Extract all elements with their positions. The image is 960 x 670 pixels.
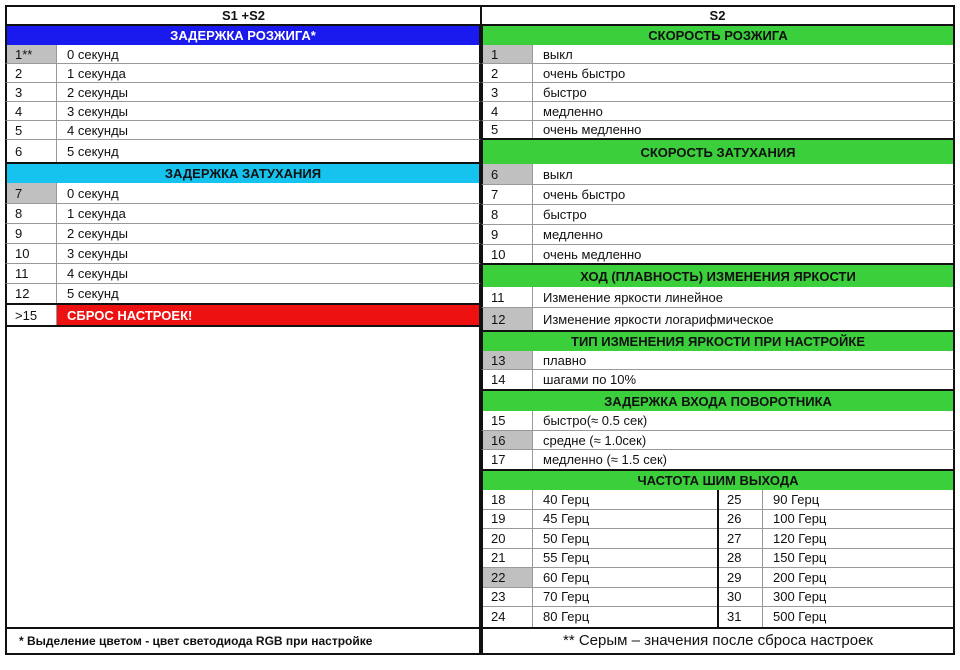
row-value: 100 Герц	[773, 511, 827, 527]
turn-delay-title: ЗАДЕРЖКА ВХОДА ПОВОРОТНИКА	[481, 391, 955, 411]
ignition-speed-title: СКОРОСТЬ РОЗЖИГА	[481, 26, 955, 45]
fade-speed-title: СКОРОСТЬ ЗАТУХАНИЯ	[481, 140, 955, 164]
row-value: 5 секунд	[67, 286, 119, 301]
row-value: 4 секунды	[67, 266, 129, 281]
list-item	[719, 568, 953, 588]
row-number: 8	[7, 204, 57, 223]
row-number: 2	[7, 64, 57, 82]
table-row	[5, 244, 481, 264]
table-row	[5, 83, 481, 102]
row-value: 0 секунд	[67, 46, 119, 62]
list-item	[719, 529, 953, 549]
reset-label: СБРОС НАСТРОЕК!	[57, 305, 479, 325]
row-value: быстро	[543, 207, 587, 222]
table-row	[481, 164, 955, 185]
row-value: 500 Герц	[773, 609, 827, 625]
row-value: 3 секунды	[67, 103, 129, 119]
row-value: 120 Герц	[773, 530, 827, 546]
row-number: 23	[483, 588, 533, 607]
pwm-right-list	[719, 490, 953, 627]
list-item	[719, 490, 953, 510]
table-row	[481, 245, 955, 265]
row-number: 12	[483, 308, 533, 330]
list-item	[483, 510, 717, 530]
row-number: 17	[483, 450, 533, 469]
table-row	[5, 264, 481, 284]
table-row	[481, 64, 955, 83]
table-row	[5, 204, 481, 224]
row-value: шагами по 10%	[543, 372, 637, 387]
fade-delay-title: ЗАДЕРЖКА ЗАТУХАНИЯ	[5, 164, 481, 183]
row-number: 14	[483, 370, 533, 389]
row-value: 70 Герц	[543, 589, 590, 605]
footnote-color: * Выделение цветом - цвет светодиода RGB при настройке	[5, 627, 481, 655]
right-column-header: S2	[481, 5, 955, 26]
table-row	[481, 308, 955, 332]
row-number: 10	[483, 245, 533, 263]
table-row	[481, 225, 955, 245]
table-row	[481, 351, 955, 370]
left-column-header: S1 +S2	[5, 5, 481, 26]
table-row	[481, 431, 955, 450]
row-number: 1**	[7, 45, 57, 63]
row-number: 6	[483, 164, 533, 184]
table-row	[481, 370, 955, 391]
row-number: 2	[483, 64, 533, 82]
row-value: 55 Герц	[543, 550, 590, 566]
row-number: 16	[483, 431, 533, 449]
adjust-type-title: ТИП ИЗМЕНЕНИЯ ЯРКОСТИ ПРИ НАСТРОЙКЕ	[481, 332, 955, 351]
row-value: 200 Герц	[773, 569, 827, 585]
table-row	[5, 284, 481, 305]
row-number: 1	[483, 45, 533, 63]
table-row	[481, 185, 955, 205]
row-number: 26	[719, 510, 763, 529]
row-number: 21	[483, 549, 533, 568]
row-number: 19	[483, 510, 533, 529]
table-row	[5, 64, 481, 83]
row-number: 8	[483, 205, 533, 224]
row-value: 60 Герц	[543, 569, 590, 585]
row-value: очень медленно	[543, 246, 642, 262]
row-value: медленно	[543, 227, 603, 242]
row-number: 4	[483, 102, 533, 120]
row-value: 1 секунда	[67, 65, 126, 81]
row-number: 30	[719, 588, 763, 607]
pwm-left-list	[483, 490, 719, 627]
table-row	[481, 205, 955, 225]
row-value: Изменение яркости линейное	[543, 289, 723, 305]
row-number: 20	[483, 529, 533, 548]
row-number: 18	[483, 490, 533, 509]
table-row	[5, 45, 481, 64]
row-value: 5 секунд	[67, 143, 119, 159]
row-number: 10	[7, 244, 57, 263]
row-value: выкл	[543, 166, 573, 182]
row-number: 13	[483, 351, 533, 369]
list-item	[483, 549, 717, 569]
row-number: 31	[719, 607, 763, 627]
table-row	[481, 287, 955, 308]
row-value: плавно	[543, 352, 587, 368]
row-value: 3 секунды	[67, 246, 129, 261]
empty-area	[5, 327, 481, 627]
row-value: 80 Герц	[543, 609, 590, 625]
row-number: 15	[483, 411, 533, 430]
row-number: 5	[7, 121, 57, 139]
table-row	[5, 140, 481, 164]
list-item	[483, 588, 717, 608]
row-value: выкл	[543, 46, 573, 62]
row-number: 7	[483, 185, 533, 204]
reset-number: >15	[7, 305, 57, 325]
row-number: 12	[7, 284, 57, 303]
reset-row	[5, 305, 481, 327]
row-number: 28	[719, 549, 763, 568]
row-number: 4	[7, 102, 57, 120]
row-value: очень быстро	[543, 65, 626, 81]
table-row	[5, 183, 481, 204]
list-item	[483, 607, 717, 627]
row-number: 22	[483, 568, 533, 587]
footnote-gray: ** Серым – значения после сброса настроек	[481, 627, 955, 655]
table-row	[481, 411, 955, 431]
row-number: 3	[483, 83, 533, 101]
brightness-curve-title: ХОД (ПЛАВНОСТЬ) ИЗМЕНЕНИЯ ЯРКОСТИ	[481, 265, 955, 287]
list-item	[719, 549, 953, 569]
list-item	[483, 568, 717, 588]
table-row	[5, 102, 481, 121]
pwm-title: ЧАСТОТА ШИМ ВЫХОДА	[481, 471, 955, 490]
ignition-delay-title: ЗАДЕРЖКА РОЗЖИГА*	[5, 26, 481, 45]
table-row	[5, 224, 481, 244]
row-value: 300 Герц	[773, 589, 827, 605]
row-value: 2 секунды	[67, 226, 129, 241]
row-number: 24	[483, 607, 533, 627]
table-row	[481, 450, 955, 471]
row-number: 29	[719, 568, 763, 587]
row-value: 50 Герц	[543, 530, 590, 546]
row-value: 2 секунды	[67, 84, 129, 100]
row-value: средне (≈ 1.0сек)	[543, 432, 647, 448]
row-number: 11	[483, 287, 533, 307]
row-value: 45 Герц	[543, 511, 590, 527]
row-value: очень быстро	[543, 187, 626, 202]
row-number: 27	[719, 529, 763, 548]
left-column	[5, 5, 481, 655]
list-item	[483, 529, 717, 549]
row-value: быстро(≈ 0.5 сек)	[543, 413, 648, 428]
right-column	[481, 5, 955, 655]
row-value: быстро	[543, 84, 587, 100]
row-value: 0 секунд	[67, 185, 119, 201]
table-row	[481, 121, 955, 140]
row-number: 3	[7, 83, 57, 101]
row-number: 11	[7, 264, 57, 283]
list-item	[719, 588, 953, 608]
row-value: медленно	[543, 103, 603, 119]
table-row	[5, 121, 481, 140]
table-row	[481, 83, 955, 102]
list-item	[719, 510, 953, 530]
row-number: 6	[7, 140, 57, 162]
row-value: очень медленно	[543, 122, 642, 137]
row-number: 9	[7, 224, 57, 243]
list-item	[719, 607, 953, 627]
row-value: 40 Герц	[543, 491, 590, 507]
row-value: 4 секунды	[67, 122, 129, 138]
row-value: медленно (≈ 1.5 сек)	[543, 452, 667, 467]
row-value: 150 Герц	[773, 550, 827, 566]
row-value: 1 секунда	[67, 206, 126, 221]
table-row	[481, 102, 955, 121]
list-item	[483, 490, 717, 510]
row-number: 9	[483, 225, 533, 244]
pwm-grid	[481, 490, 955, 627]
row-number: 7	[7, 183, 57, 203]
table-row	[481, 45, 955, 64]
row-number: 5	[483, 121, 533, 138]
row-value: 90 Герц	[773, 491, 820, 507]
row-number: 25	[719, 490, 763, 509]
row-value: Изменение яркости логарифмическое	[543, 311, 774, 327]
